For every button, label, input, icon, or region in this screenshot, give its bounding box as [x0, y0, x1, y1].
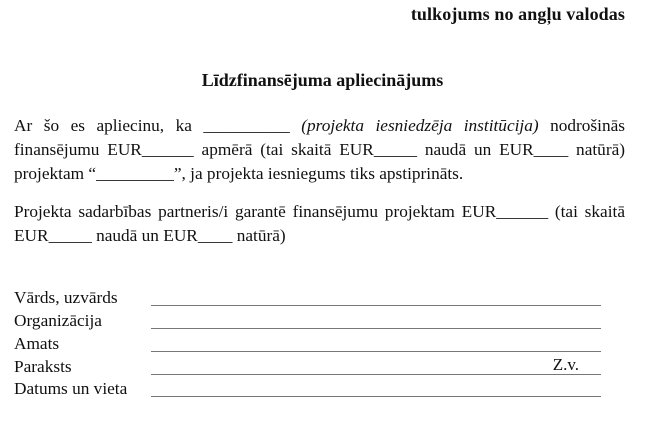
- text-segment: (tai skaitā EUR: [14, 202, 625, 245]
- in-kind-amount-blank-field[interactable]: ____: [533, 140, 569, 159]
- partner-in-kind-amount-blank-field[interactable]: ____: [197, 226, 233, 245]
- text-segment: natūrā): [232, 226, 286, 245]
- institution-hint: (projekta iesniedzēja institūcija): [301, 116, 539, 135]
- signature-row-position: [14, 333, 614, 355]
- text-segment: apmērā (tai skaitā EUR: [193, 140, 374, 159]
- text-segment: nodrošinās finansējumu EUR: [14, 116, 625, 159]
- project-name-blank-field[interactable]: _________: [96, 164, 174, 183]
- name-input-line[interactable]: [151, 305, 601, 306]
- partner-total-amount-blank-field[interactable]: ______: [496, 202, 549, 221]
- text-segment: naudā un EUR: [417, 140, 534, 159]
- signature-row-date-place: [14, 378, 614, 400]
- partner-guarantee-paragraph: [14, 200, 625, 248]
- name-label: Vārds, uzvārds: [14, 288, 118, 307]
- signature-label: Paraksts: [14, 357, 72, 376]
- date-place-input-line[interactable]: [151, 396, 601, 397]
- text-segment: Projekta sadarbības partneris/i garantē finansējumu projektam EUR: [14, 202, 497, 221]
- text-segment: naudā un EUR: [91, 226, 198, 245]
- cofinancing-statement-paragraph: [14, 114, 625, 186]
- institution-blank-field[interactable]: __________: [203, 116, 290, 135]
- translation-note: tulkojums no angļu valodas: [410, 4, 625, 24]
- position-input-line[interactable]: [151, 351, 601, 352]
- partner-cash-amount-blank-field[interactable]: _____: [48, 226, 92, 245]
- total-amount-blank-field[interactable]: ______: [141, 140, 194, 159]
- text-segment: ”, ja projekta iesniegums tiks apstiprināts.: [173, 164, 464, 183]
- stamp-place-label: Z.v.: [552, 355, 579, 374]
- text-segment: natūrā) projektam “: [14, 140, 625, 183]
- date-place-label: Datums un vieta: [14, 379, 128, 398]
- signature-row-signature: [14, 356, 614, 378]
- document-title: Līdzfinansējuma apliecinājums: [201, 70, 444, 90]
- signature-input-line[interactable]: [151, 374, 601, 375]
- text-segment: Ar šo es apliecinu, ka: [14, 116, 204, 135]
- signature-row-name: [14, 287, 614, 309]
- text-segment: [290, 116, 301, 135]
- organization-label: Organizācija: [14, 311, 102, 330]
- cash-amount-blank-field[interactable]: _____: [373, 140, 418, 159]
- signature-row-organization: [14, 310, 614, 332]
- organization-input-line[interactable]: [151, 328, 601, 329]
- position-label: Amats: [14, 334, 60, 353]
